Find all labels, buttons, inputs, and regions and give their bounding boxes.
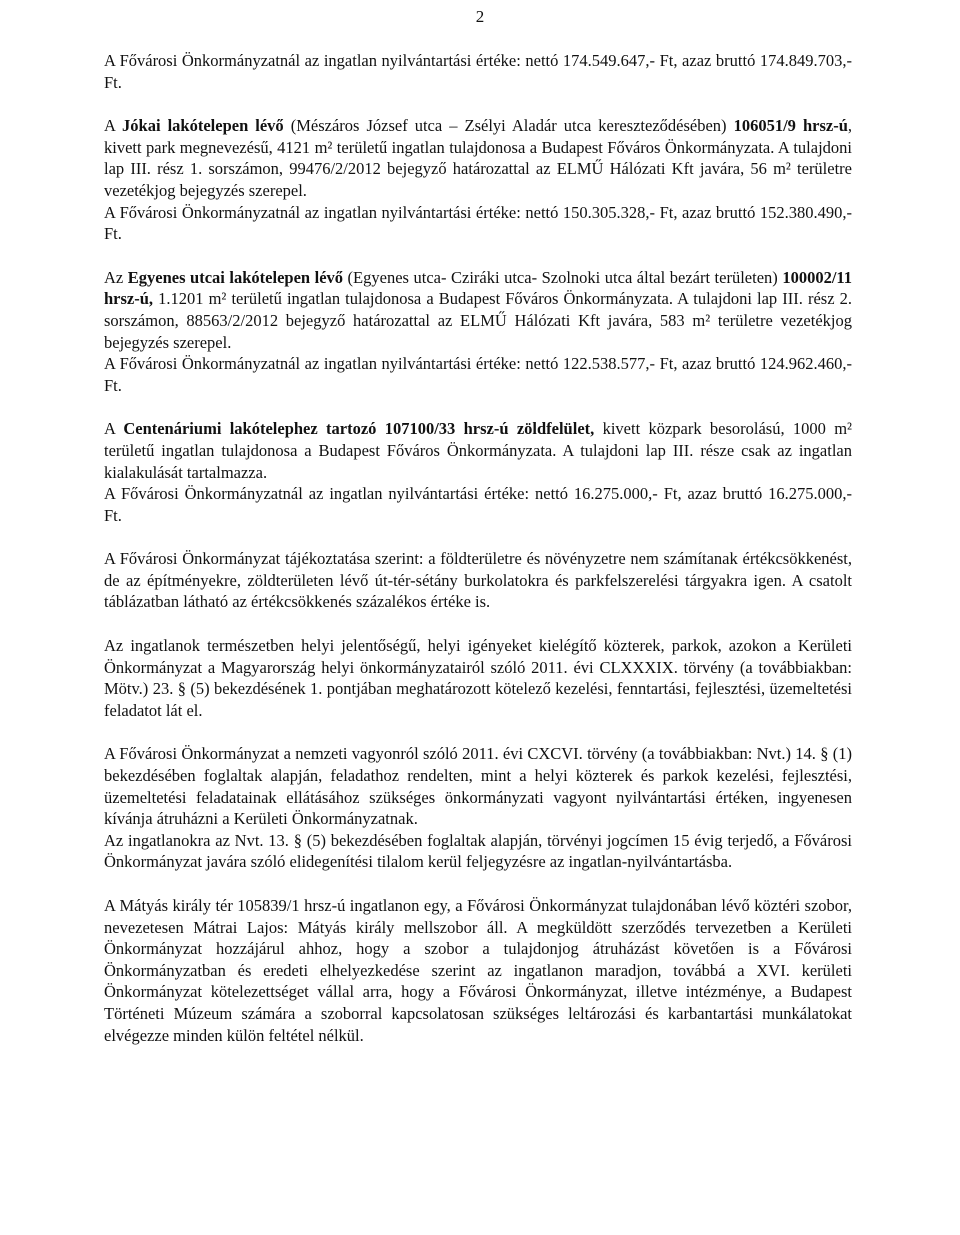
text-run: 1.1201 m² területű ingatlan tulajdonosa a Budapest Főváros Önkormányzata. A tulajdoni lap III. rész 2. sorszámon, 88563/2/2012 bejegyző határozattal az ELMŰ Hálózati Kft javára, 583 m² területre vezetékjog bejegyzés szerepel. <box>104 289 852 352</box>
text-run: (Mészáros József utca – Zsélyi Aladár utca kereszteződésében) <box>283 116 734 136</box>
paragraph-value-1: A Fővárosi Önkormányzatnál az ingatlan nyilvántartási értéke: nettó 174.549.647,- Ft, azaz bruttó 174.849.703,- Ft. <box>104 51 852 92</box>
paragraph-centenarium-value: A Fővárosi Önkormányzatnál az ingatlan nyilvántartási értéke: nettó 16.275.000,- Ft, azaz bruttó 16.275.000,- Ft. <box>104 484 852 525</box>
text-run: , kivett park megnevezésű, 4121 m² területű ingatlan tulajdonosa a Budapest Főváros Önkormányzata. A tulajdoni lap III. rész 1. sorszámon, 99476/2/2012 bejegyző határozattal az ELMŰ Hálózati Kft javára, 56 m² területre vezetékjog bejegyzés szerepel. <box>104 116 852 200</box>
bold-run: Centenáriumi lakótelephez tartozó 107100/33 hrsz-ú zöldfelület, <box>123 419 595 439</box>
bold-run: 106051/9 hrsz-ú <box>733 116 848 136</box>
bold-run: Egyenes utcai lakótelepen lévő <box>127 267 344 287</box>
paragraph-jokai-value: A Fővárosi Önkormányzatnál az ingatlan nyilvántartási értéke: nettó 150.305.328,- Ft, azaz bruttó 152.380.490,- Ft. <box>104 202 852 244</box>
text-run: A <box>104 419 124 439</box>
document-body <box>104 50 852 1068</box>
text-run: kivett közpark besorolású, 1000 m² területű ingatlan tulajdonosa a Budapest Főváros Önkormányzata. A tulajdoni lap III. része csak az ingatlan kialakulását tartalmazza. <box>104 419 852 482</box>
paragraph-depreciation: A Fővárosi Önkormányzat tájékoztatása szerint: a földterületre és növényzetre nem számítanak értékcsökkenést, de az építményekre, zöldterületen lévő út-tér-sétány burkolatokra és parkfelszerelési tárgyakra igen. A csatolt táblázatban látható az értékcsökkenés százalékos értéke is. <box>104 549 852 612</box>
paragraph-nvt-restriction: Az ingatlanokra az Nvt. 13. § (5) bekezdésében foglaltak alapján, törvényi jogcímen 15 évig terjedő, a Fővárosi Önkormányzat javára szóló elidegenítési tilalom kerül feljegyzésre az ingatlan-nyilvántartásba. <box>104 830 852 872</box>
paragraph-egyenes-value: A Fővárosi Önkormányzatnál az ingatlan nyilvántartási értéke: nettó 122.538.577,- Ft, azaz bruttó 124.962.460,- Ft. <box>104 354 852 395</box>
paragraph-jokai <box>104 115 852 201</box>
bold-run: 100002/11 hrsz-ú, <box>104 267 852 309</box>
page-number: 2 <box>475 7 485 26</box>
paragraph-motv: Az ingatlanok természetben helyi jelentőségű, helyi igényeket kielégítő közterek, parkok, azokon a Kerületi Önkormányzat a Magyarország helyi önkormányzatairól szóló 2011. évi CLXXXIX. törvény (a továbbiakban: Mötv.) 23. § (5) bekezdésének 1. pontjában meghatározott kötelező kezelési, fenntartási, fejlesztési, üzemeltetési feladatot lát el. <box>104 636 852 720</box>
text-run: (Egyenes utca- Cziráki utca- Szolnoki utca által bezárt területen) <box>343 267 783 287</box>
bold-run: Jókai lakótelepen lévő <box>122 116 284 136</box>
text-run: Az <box>104 267 128 287</box>
paragraph-egyenes <box>104 267 852 353</box>
paragraph-matyas-kiraly: A Mátyás király tér 105839/1 hrsz-ú ingatlanon egy, a Fővárosi Önkormányzat tulajdonában lévő köztéri szobor, nevezetesen Mátrai Lajos: Mátyás király mellszobor áll. A megküldött szerződés tervezetben a Kerületi Önkormányzat hozzájárul ahhoz, hogy a szobor a tulajdonjog átruházást követően is a Fővárosi Önkormányzatban és eredeti elhelyezkedése szerint az ingatlanon maradjon, továbbá a XVI. kerületi Önkormányzat kötelezettséget vállal arra, hogy a Fővárosi Önkormányzat, illetve intézménye, a Budapest Történeti Múzeum számára a szoborral kapcsolatosan szükséges leltározási és karbantartási munkálatokat elvégezze minden külön feltétel nélkül. <box>104 896 852 1045</box>
text-run: A <box>104 116 123 136</box>
paragraph-nvt: A Fővárosi Önkormányzat a nemzeti vagyonról szóló 2011. évi CXCVI. törvény (a továbbiakban: Nvt.) 14. § (1) bekezdésében foglaltak alapján, feladathoz rendelten, mint a helyi közterek és parkok kezelési, fejlesztési, üzemeltetési feladatainak ellátásához szükséges önkormányzati vagyont nyilvántartási értéken, ingyenesen kívánja átruházni a Kerületi Önkormányzatnak. <box>104 744 852 829</box>
paragraph-centenarium <box>104 418 852 483</box>
